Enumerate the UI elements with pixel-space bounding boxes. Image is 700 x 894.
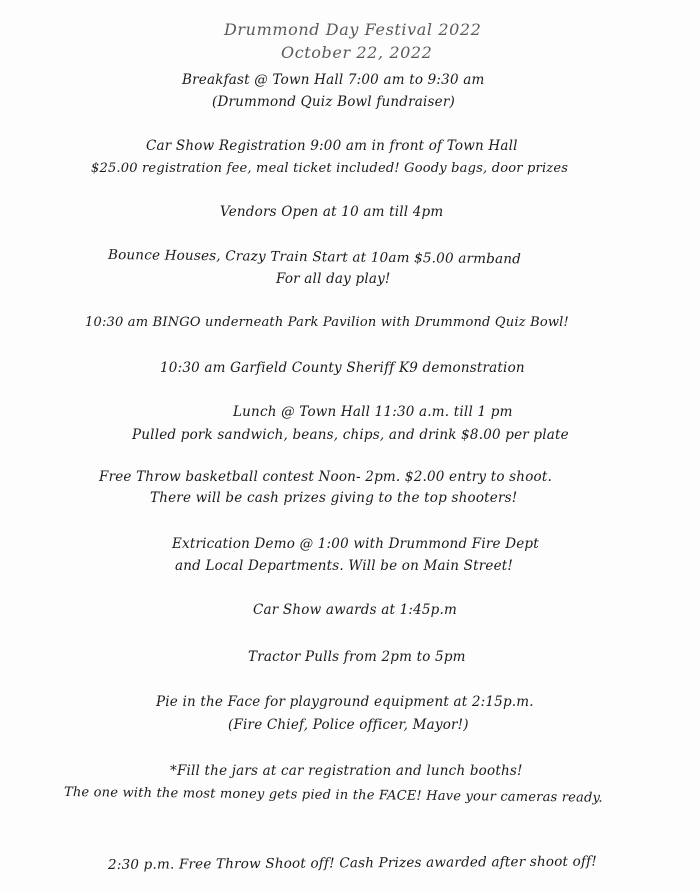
car-show-awards: Car Show awards at 1:45p.m <box>253 602 458 618</box>
breakfast-note: (Drummond Quiz Bowl fundraiser) <box>212 94 455 110</box>
free-throw-prizes: There will be cash prizes giving to the top shooters! <box>150 490 518 506</box>
bounce-houses: Bounce Houses, Crazy Train Start at 10am $5.00 armband <box>107 247 522 268</box>
jars-winner-note: The one with the most money gets pied in the FACE! Have your cameras ready. <box>63 785 603 806</box>
lunch-time: Lunch @ Town Hall 11:30 a.m. till 1 pm <box>233 404 513 420</box>
lunch-menu: Pulled pork sandwich, beans, chips, and drink $8.00 per plate <box>132 427 569 443</box>
car-show-registration: Car Show Registration 9:00 am in front of Town Hall <box>146 138 518 154</box>
tractor-pulls: Tractor Pulls from 2pm to 5pm <box>248 649 466 665</box>
fill-the-jars: *Fill the jars at car registration and lunch booths! <box>170 763 523 779</box>
breakfast-time: Breakfast @ Town Hall 7:00 am to 9:30 am <box>182 72 485 88</box>
extrication-demo: Extrication Demo @ 1:00 with Drummond Fire Dept <box>172 536 539 552</box>
free-throw-shoot-off: 2:30 p.m. Free Throw Shoot off! Cash Prizes awarded after shoot off! <box>107 853 598 873</box>
flyer-title: Drummond Day Festival 2022 <box>224 20 482 39</box>
bingo: 10:30 am BINGO underneath Park Pavilion with Drummond Quiz Bowl! <box>85 315 569 330</box>
bounce-houses-note: For all day play! <box>276 271 391 287</box>
pie-in-the-face: Pie in the Face for playground equipment at 2:15p.m. <box>156 694 534 710</box>
k9-demonstration: 10:30 am Garfield County Sheriff K9 demonstration <box>160 360 525 376</box>
flyer-date: October 22, 2022 <box>281 43 433 62</box>
car-show-fee: $25.00 registration fee, meal ticket included! Goody bags, door prizes <box>91 161 569 176</box>
pie-in-the-face-targets: (Fire Chief, Police officer, Mayor!) <box>228 717 469 733</box>
extrication-location: and Local Departments. Will be on Main Street! <box>175 558 514 574</box>
vendors-open: Vendors Open at 10 am till 4pm <box>220 204 444 220</box>
free-throw-contest: Free Throw basketball contest Noon- 2pm. $2.00 entry to shoot. <box>99 469 552 485</box>
